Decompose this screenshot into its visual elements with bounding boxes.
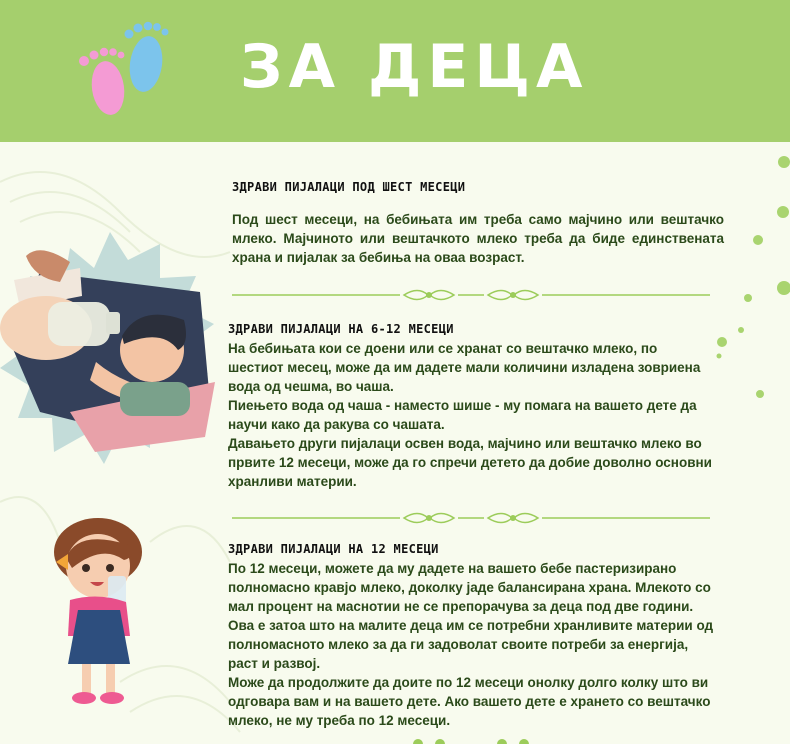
section-paragraph: На бебињата кои се доени или се хранат со вештачко млеко, по шестиот месец, може да им дадете мали количини изладена зовриена вода од чешма, во чаша. [228, 341, 701, 394]
section-paragraph: По 12 месеци, можете да му дадете на вашето бебе пастеризирано полномасно кравјо млеко, доколку јаде балансирана храна. Млекото со мал процент на маснотии не се препорачува за деца под две години. Ова е затоа што на малите деца им се потребни хранливите материи од полномасното млеко за да ги задоволат своите потреби за енергија, раст и развој. [228, 561, 714, 671]
section-heading: ЗДРАВИ ПИЈАЛАЦИ НА 6-12 МЕСЕЦИ [228, 322, 454, 336]
section-heading: ЗДРАВИ ПИЈАЛАЦИ ПОД ШЕСТ МЕСЕЦИ [232, 180, 466, 194]
girl-drinking-milk-illustration [38, 518, 160, 708]
page-title: ЗА ДЕЦА [240, 32, 589, 102]
section-paragraph: Може да продолжите да доите по 12 месеци онолку долго колку што ви одговара вам и на вашето дете. Ако вашето дете е хрането со вештачко млеко, не му треба по 12 месеци. [228, 675, 711, 728]
ornamental-divider-icon [232, 509, 710, 527]
ornamental-divider-icon [232, 736, 710, 744]
baby-bottle-feeding-illustration [0, 232, 215, 470]
section-paragraph: Под шест месеци, на бебињата им треба само мајчино или вештачко млеко. Мајчиното или вештачкото млеко треба да биде единствената храна и пијалак за бебиња на оваа возраст. [232, 212, 724, 265]
section-twelve-months [228, 542, 716, 730]
section-heading: ЗДРАВИ ПИЈАЛАЦИ НА 12 МЕСЕЦИ [228, 542, 439, 556]
section-under-six-months [232, 180, 724, 267]
section-paragraph: Давањето други пијалаци освен вода, мајчино или вештачко млеко во првите 12 месеци, може да го спречи детето да добие доволно основни хранливи материи. [228, 436, 712, 489]
header-banner [0, 0, 790, 142]
section-six-to-twelve-months [228, 322, 716, 491]
baby-footprints-icon [74, 14, 178, 124]
ornamental-divider-icon [232, 286, 710, 304]
section-paragraph: Пиењето вода од чаша - наместо шише - му помага на вашето дете да научи како да ракува со чашата. [228, 398, 697, 432]
